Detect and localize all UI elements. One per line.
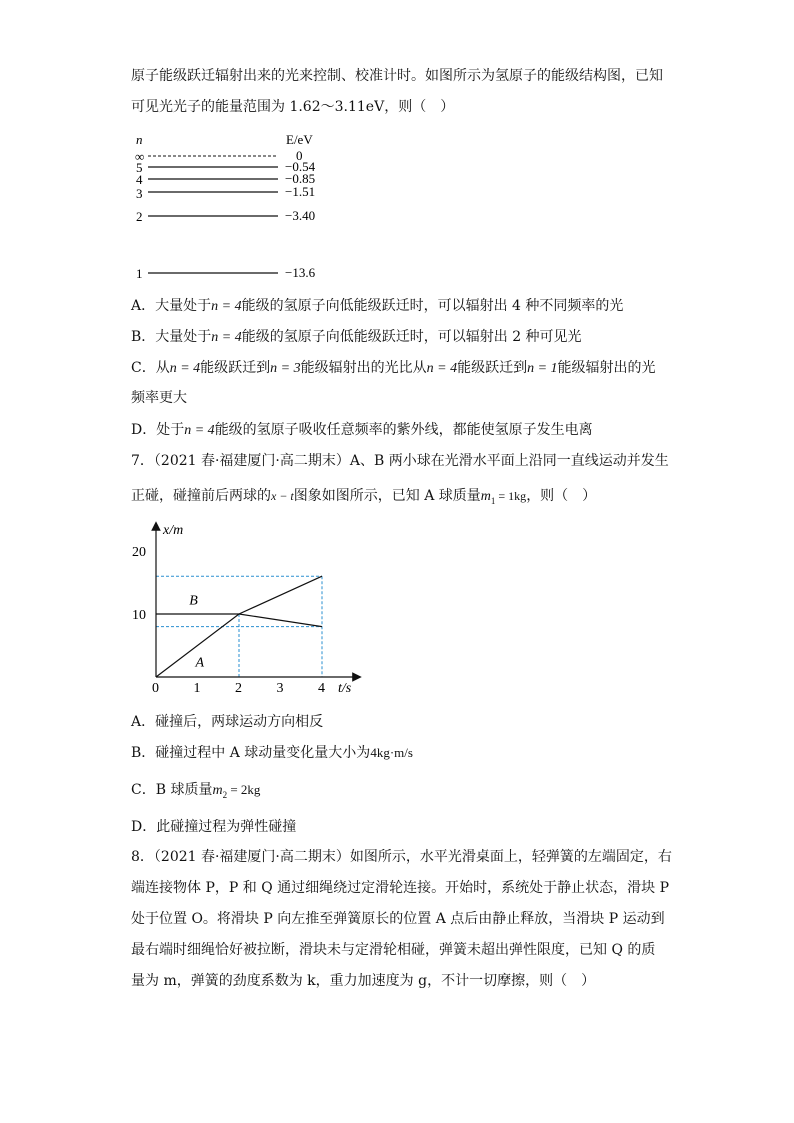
- q7-option-b: B．碰撞过程中 A 球动量变化量大小为4kg·m/s: [131, 745, 413, 761]
- e-axis-label: E/eV: [286, 132, 313, 147]
- q8-stem-line-4: 最右端时细绳恰好被拉断，滑块未与定滑轮相碰，弹簧未超出弹性限度，已知 Q 的质: [131, 942, 656, 958]
- q6-option-d: D．处于n = 4能级的氢原子吸收任意频率的紫外线，都能使氢原子发生电离: [131, 422, 593, 438]
- y-axis-label: x/m: [163, 523, 184, 538]
- intro-line-2: 可见光光子的能量范围为 1.62～3.11eV，则（ ）: [131, 99, 455, 115]
- series-label-a: A: [195, 655, 205, 671]
- level-e-5: −0.54: [285, 159, 316, 174]
- q7-option-c: C．B 球质量$m_2 = 2kg$: [131, 782, 261, 800]
- q8-stem-line-1: 8．（2021 春·福建厦门·高二期末）如图所示，水平光滑桌面上，轻弹簧的左端固定，右: [131, 849, 672, 865]
- q8-stem-line-5: 量为 m，弹簧的劲度系数为 k，重力加速度为 g，不计一切摩擦，则（ ）: [131, 973, 596, 989]
- x-axis-label: t/s: [338, 681, 352, 696]
- q8-stem-line-2: 端连接物体 P，P 和 Q 通过细绳绕过定滑轮连接。开始时，系统处于静止状态，滑块 P: [131, 880, 669, 896]
- q7-option-d: D．此碰撞过程为弹性碰撞: [131, 819, 297, 835]
- q7-option-a: A．碰撞后，两球运动方向相反: [131, 714, 324, 730]
- level-e-1: −13.6: [285, 265, 316, 280]
- xt-chart: [125, 518, 375, 703]
- level-n-3: 3: [136, 186, 143, 201]
- level-e-2: −3.40: [285, 208, 316, 223]
- x-tick-label-3: 3: [276, 681, 284, 696]
- level-e-inf: 0: [296, 148, 303, 163]
- level-e-3: −1.51: [285, 184, 316, 199]
- x-tick-label-0: 0: [152, 681, 159, 696]
- q7-stem-line-2: 正碰，碰撞前后两球的x − t图象如图所示，已知 A 球质量$m_1 = 1kg$，则（ ）: [131, 488, 597, 506]
- x-tick-label-1: 1: [193, 681, 201, 696]
- x-tick-label-4: 4: [318, 681, 325, 696]
- q8-stem-line-3: 处于位置 O。将滑块 P 向左推至弹簧原长的位置 A 点后由静止释放，当滑块 P 运动到: [131, 911, 665, 927]
- q6-option-b: B．大量处于n = 4能级的氢原子向低能级跃迁时，可以辐射出 2 种可见光: [131, 329, 582, 345]
- level-e-4: −0.85: [285, 171, 316, 186]
- series-label-b: B: [189, 593, 198, 609]
- chart-guides: [156, 576, 322, 677]
- q6-option-c: C．从n = 4能级跃迁到n = 3能级辐射出的光比从n = 4能级跃迁到n = 1能级辐射出的光: [131, 360, 656, 376]
- level-n-1: 1: [136, 266, 143, 281]
- level-n-4: 4: [136, 172, 143, 187]
- y-tick-label-10: 10: [132, 608, 146, 623]
- level-n-inf: ∞: [135, 149, 145, 164]
- level-n-2: 2: [136, 209, 143, 224]
- level-n-5: 5: [136, 160, 143, 175]
- q6-option-c-cont: 频率更大: [131, 390, 187, 406]
- intro-line-1: 原子能级跃迁辐射出来的光来控制、校准计时。如图所示为氢原子的能级结构图，已知: [131, 68, 663, 84]
- q7-stem-line-1: 7．（2021 春·福建厦门·高二期末）A、B 两小球在光滑水平面上沿同一直线运动并发生: [131, 453, 669, 469]
- q6-option-a: A．大量处于n = 4能级的氢原子向低能级跃迁时，可以辐射出 4 种不同频率的光: [131, 298, 624, 314]
- energy-level-diagram: [130, 130, 350, 285]
- x-tick-label-2: 2: [235, 681, 242, 696]
- n-axis-label: n: [136, 132, 143, 147]
- y-tick-label-20: 20: [132, 545, 146, 560]
